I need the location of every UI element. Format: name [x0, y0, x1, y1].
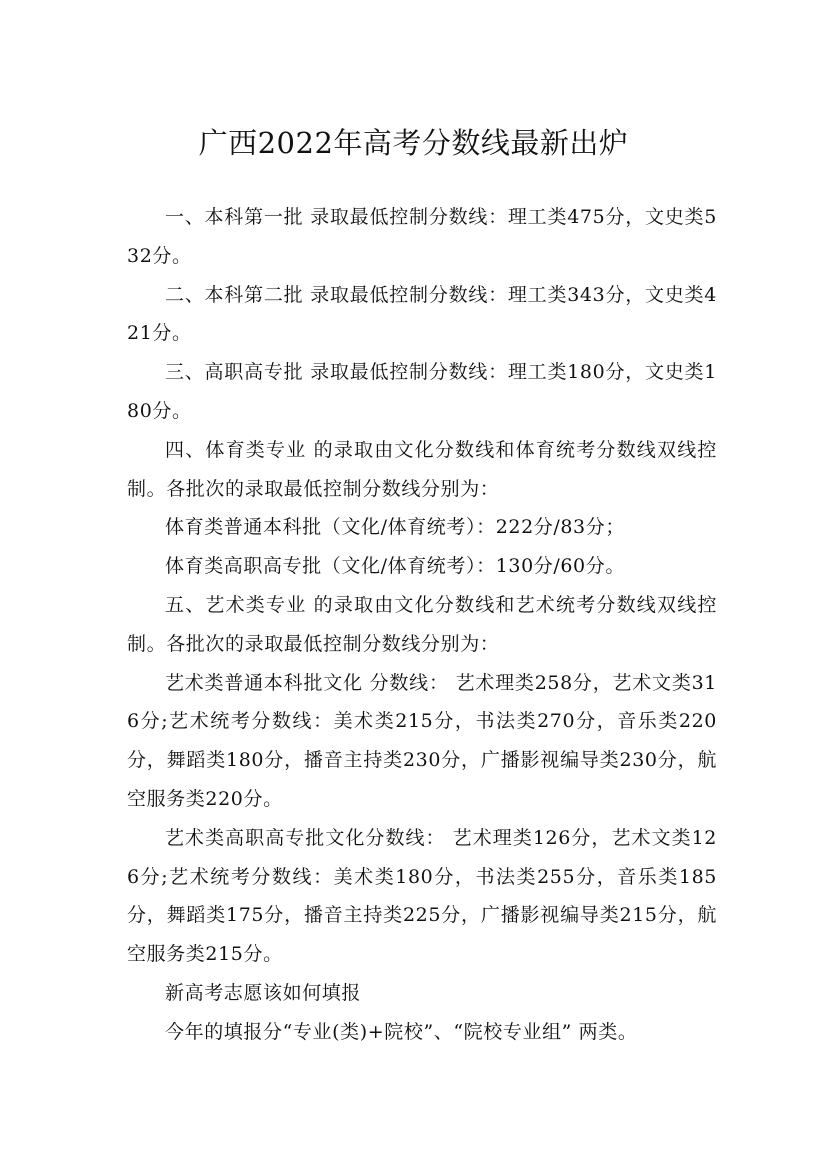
paragraph-sports-vocational: 体育类高职高专批（文化/体育统考）：130分/60分。	[165, 555, 625, 578]
paragraph-application-types: 今年的填报分“专业(类)+院校”、“院校专业组” 两类。	[165, 1020, 638, 1043]
paragraph-sports-undergrad: 体育类普通本科批（文化/体育统考）：222分/83分；	[165, 516, 625, 539]
paragraph-arts-undergrad: 艺术类普通本科批文化 分数线： 艺术理类258分，艺术文类316分;艺术统考分数线：美术类215分，书法类270分，音乐类220分，舞蹈类180分，播音主持类230分，广播影视编导类230分，航空服务类220分。	[127, 671, 717, 810]
paragraph-arts-vocational: 艺术类高职高专批文化分数线： 艺术理类126分，艺术文类126分;艺术统考分数线：美术类180分，书法类255分，音乐类185分，舞蹈类175分，播音主持类225分，广播影视编导类215分，航空服务类215分。	[127, 826, 717, 966]
paragraph-vocational-batch: 三、高职高专批 录取最低控制分数线：理工类180分，文史类180分。	[127, 361, 717, 422]
document-body	[127, 198, 717, 1052]
paragraph-application-heading: 新高考志愿该如何填报	[165, 981, 362, 1004]
paragraph-arts-intro: 五、艺术类专业 的录取由文化分数线和艺术统考分数线双线控制。各批次的录取最低控制分数线分别为：	[127, 593, 717, 655]
paragraph-batch-2: 二、本科第二批 录取最低控制分数线：理工类343分，文史类421分。	[127, 283, 717, 345]
paragraph-batch-1: 一、本科第一批 录取最低控制分数线：理工类475分，文史类532分。	[127, 206, 717, 267]
paragraph-sports-intro: 四、体育类专业 的录取由文化分数线和体育统考分数线双线控制。各批次的录取最低控制分数线分别为：	[127, 438, 717, 500]
document-title: 广西2022年高考分数线最新出炉	[198, 126, 629, 161]
